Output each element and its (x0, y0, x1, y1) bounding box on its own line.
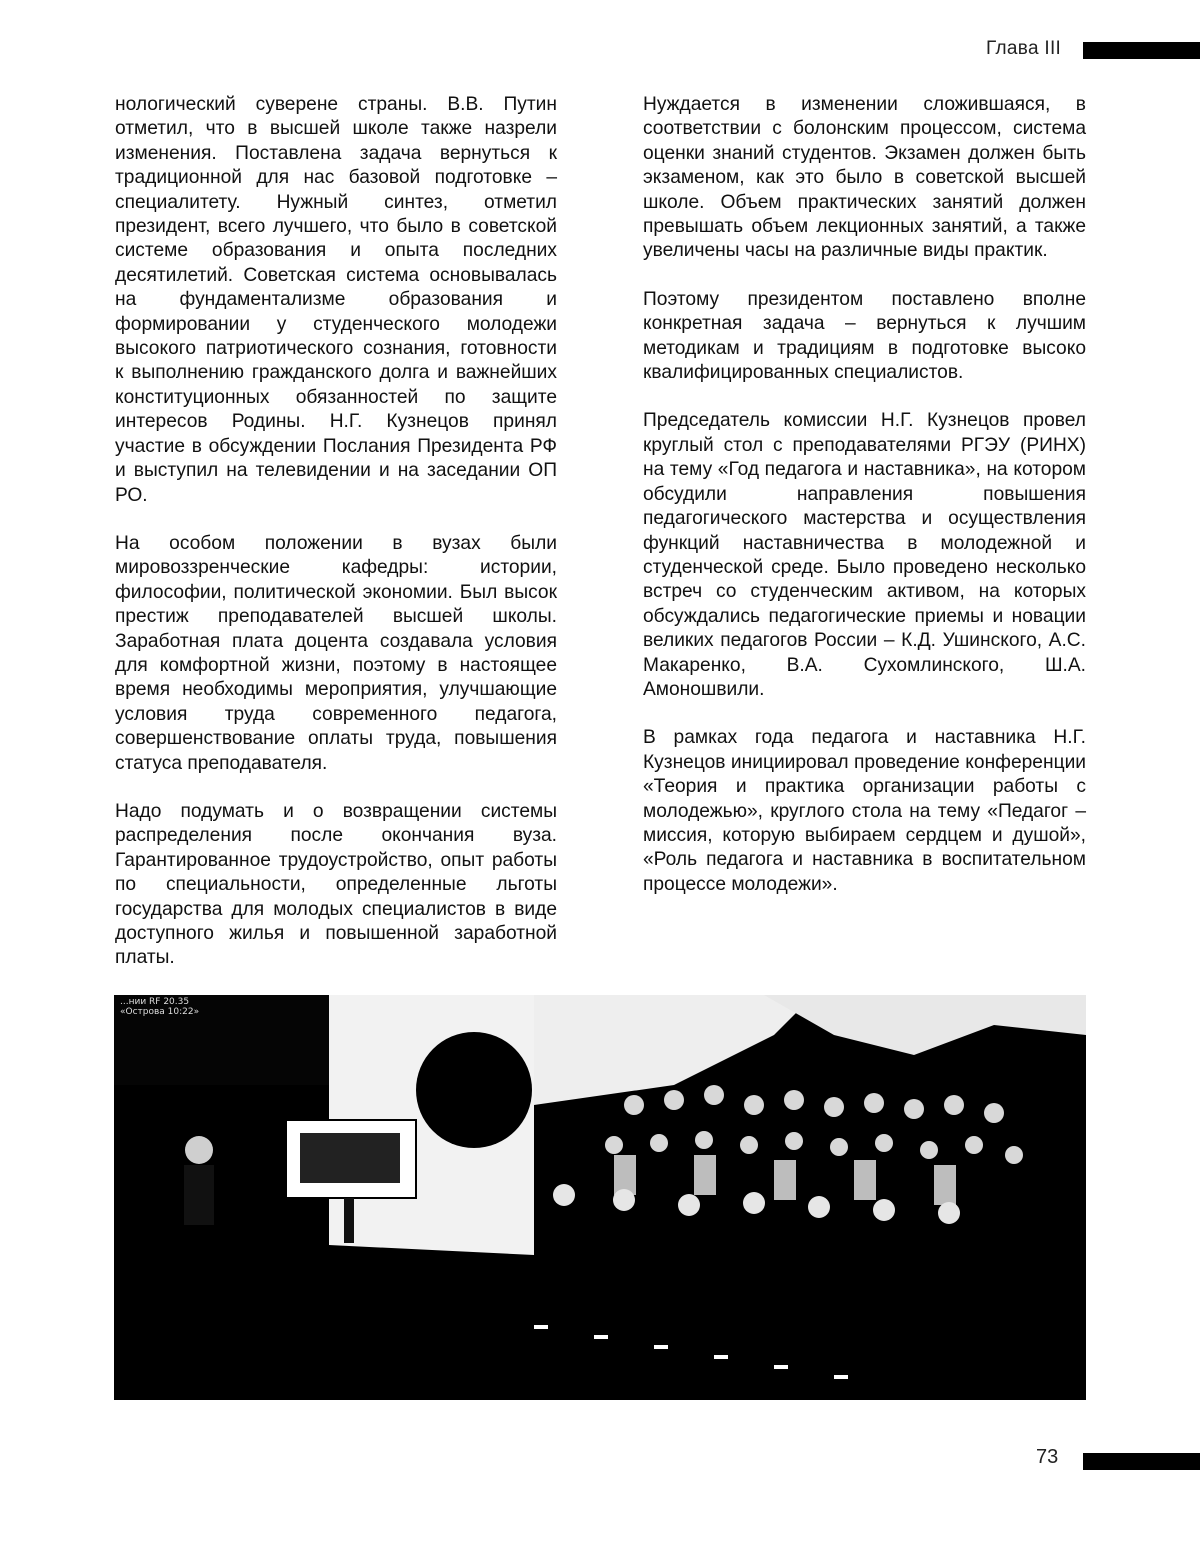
footer-bar (1083, 1453, 1200, 1470)
paragraph: На особом положении в вузах были мировоззренческие кафедры: истории, философии, политической экономии. Был высок престиж преподавателей высшей школы. Заработная плата доцента создавала условия для комфортной жизни, поэтому в настоящее время необходимы мероприятия, улучшающие условия труда современного педагога, совершенствование оплаты труда, повышения статуса преподавателя. (115, 532, 557, 774)
photo-illustration (114, 995, 1086, 1400)
page-number: 73 (1036, 1446, 1059, 1468)
paragraph: Поэтому президентом поставлено вполне конкретная задача – вернуться к лучшим методикам и традициям в подготовке высоко квалифицированных специалистов. (643, 288, 1086, 384)
right-column (643, 93, 1086, 921)
paragraph: нологический суверене страны. В.В. Путин отметил, что в высшей школе также назрели изменения. Поставлена задача вернуться к традиционной для нас базовой подготовке – специалитету. Нужный синтез, отметил президент, всего лучшего, что было в советской системе образования и опыта последних десятилетий. Советская система основывалась на фундаментализме образования и формировании у студенческого молодежи высокого патриотического сознания, готовности к выполнению гражданского долга и важнейших конституционных обязанностей по защите интересов Родины. Н.Г. Кузнецов принял участие в обсуждении Послания Президента РФ и выступил на телевидении и на заседании ОП РО. (115, 94, 557, 506)
left-column (115, 93, 557, 995)
header-bar (1083, 42, 1200, 59)
event-photo (114, 995, 1086, 1400)
photo-overlay-text: ...нии RF 20.35 «Острова 10:22» (120, 997, 200, 1017)
paragraph: Нуждается в изменении сложившаяся, в соответствии с болонским процессом, система оценки знаний студентов. Экзамен должен быть экзаменом, как это было в советской высшей школе. Объем практических занятий должен превышать объем лекционных занятий, а также увеличены часы на различные виды практик. (643, 94, 1086, 262)
paragraph: В рамках года педагога и наставника Н.Г. Кузнецов инициировал проведение конференции «Теория и практика организации работы с молодежью», круглого стола на тему «Педагог – миссия, которую выбираем сердцем и душой», «Роль педагога и наставника в воспитательном процессе молодежи». (643, 727, 1086, 895)
chapter-label: Глава III (986, 38, 1062, 59)
paragraph: Председатель комиссии Н.Г. Кузнецов провел круглый стол с преподавателями РГЭУ (РИНХ) на тему «Год педагога и наставника», на котором обсудили направления повышения педагогического мастерства и осуществления функций наставничества в молодежной и студенческой среде. Было проведено несколько встреч со студенческим активом, на которых обсуждались педагогические приемы и новации великих педагогов России – К.Д. Ушинского, А.С. Макаренко, В.А. Сухомлинского, Ш.А. Амоношвили. (643, 410, 1086, 700)
paragraph: Надо подумать и о возвращении системы распределения после окончания вуза. Гарантированное трудоустройство, опыт работы по специальности, определенные льготы государства для молодых специалистов в виде доступного жилья и повышенной заработной платы. (115, 800, 557, 969)
